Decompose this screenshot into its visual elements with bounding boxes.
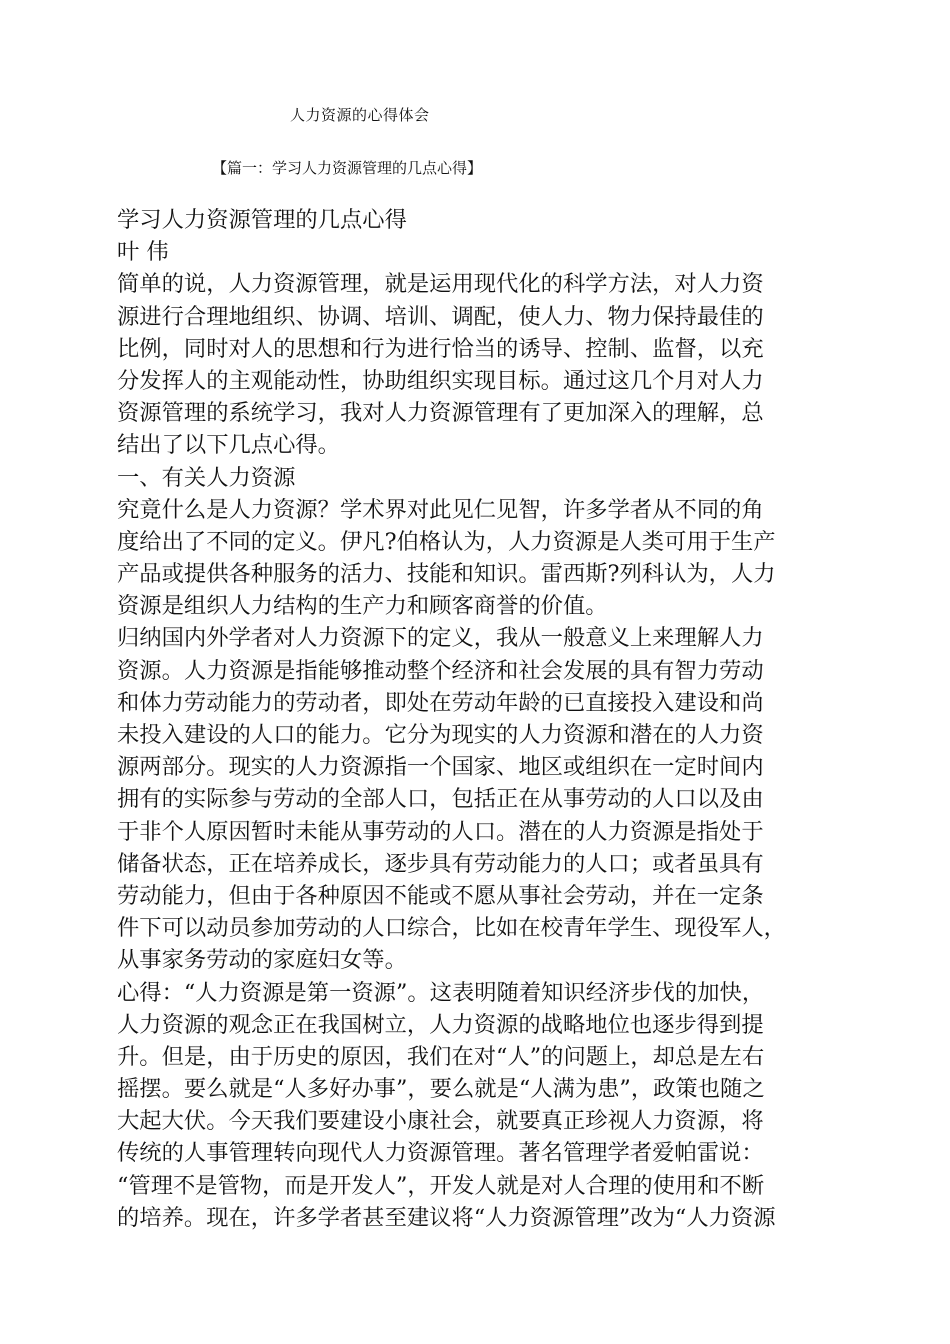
text-line: 资源。人力资源是指能够推动整个经济和社会发展的具有智力劳动 <box>117 657 764 684</box>
text-line: 传统的人事管理转向现代人力资源管理。著名管理学者爱帕雷说： <box>117 1140 764 1167</box>
text-line: 源进行合理地组织、协调、培训、调配，使人力、物力保持最佳的 <box>117 303 764 330</box>
text-line: 升。但是，由于历史的原因，我们在对“人”的问题上，却总是左右 <box>117 1043 765 1070</box>
text-line: 归纳国内外学者对人力资源下的定义，我从一般意义上来理解人力 <box>117 625 764 652</box>
text-line: 结出了以下几点心得。 <box>117 432 340 459</box>
text-line: 的培养。现在，许多学者甚至建议将“人力资源管理”改为“人力资源 <box>117 1204 776 1231</box>
text-line: 摇摆。要么就是“人多好办事”，要么就是“人满为患”，政策也随之 <box>117 1076 765 1103</box>
document-subtitle: 【篇一：学习人力资源管理的几点心得】 <box>212 159 483 177</box>
text-line: “管理不是管物，而是开发人”，开发人就是对人合理的使用和不断 <box>117 1172 765 1199</box>
section-heading: 一、有关人力资源 <box>117 464 296 491</box>
text-line: 拥有的实际参与劳动的全部人口，包括正在从事劳动的人口以及由 <box>117 786 764 813</box>
text-line: 从事家务劳动的家庭妇女等。 <box>117 947 407 974</box>
text-line: 分发挥人的主观能动性，协助组织实现目标。通过这几个月对人力 <box>117 367 764 394</box>
text-line: 于非个人原因暂时未能从事劳动的人口。潜在的人力资源是指处于 <box>117 818 764 845</box>
text-line: 究竟什么是人力资源？学术界对此见仁见智，许多学者从不同的角 <box>117 496 764 523</box>
text-line: 心得：“人力资源是第一资源”。这表明随着知识经济步伐的加快， <box>117 979 765 1006</box>
text-line: 资源管理的系统学习，我对人力资源管理有了更加深入的理解，总 <box>117 400 764 427</box>
text-line: 资源是组织人力结构的生产力和顾客商誉的价值。 <box>117 593 608 620</box>
text-line: 劳动能力，但由于各种原因不能或不愿从事社会劳动，并在一定条 <box>117 882 764 909</box>
text-line: 产品或提供各种服务的活力、技能和知识。雷西斯?列科认为，人力 <box>117 561 776 588</box>
text-line: 简单的说，人力资源管理，就是运用现代化的科学方法，对人力资 <box>117 271 764 298</box>
article-title: 学习人力资源管理的几点心得 <box>117 207 407 233</box>
text-line: 件下可以动员参加劳动的人口综合，比如在校青年学生、现役军人， <box>117 915 786 942</box>
text-line: 和体力劳动能力的劳动者，即处在劳动年龄的已直接投入建设和尚 <box>117 689 764 716</box>
document-body <box>117 204 829 1234</box>
text-line: 未投入建设的人口的能力。它分为现实的人力资源和潜在的人力资 <box>117 722 764 748</box>
text-line: 人力资源的观念正在我国树立，人力资源的战略地位也逐步得到提 <box>117 1011 764 1038</box>
text-line: 储备状态，正在培养成长，逐步具有劳动能力的人口；或者虽具有 <box>117 850 764 877</box>
text-line: 度给出了不同的定义。伊凡?伯格认为，人力资源是人类可用于生产 <box>117 528 776 555</box>
text-line: 比例，同时对人的思想和行为进行恰当的诱导、控制、监督，以充 <box>117 335 764 362</box>
author-line: 叶 伟 <box>117 239 169 266</box>
document-title: 人力资源的心得体会 <box>290 106 430 124</box>
text-line: 大起大伏。今天我们要建设小康社会，就要真正珍视人力资源，将 <box>117 1108 764 1135</box>
text-line: 源两部分。现实的人力资源指一个国家、地区或组织在一定时间内 <box>117 754 764 781</box>
